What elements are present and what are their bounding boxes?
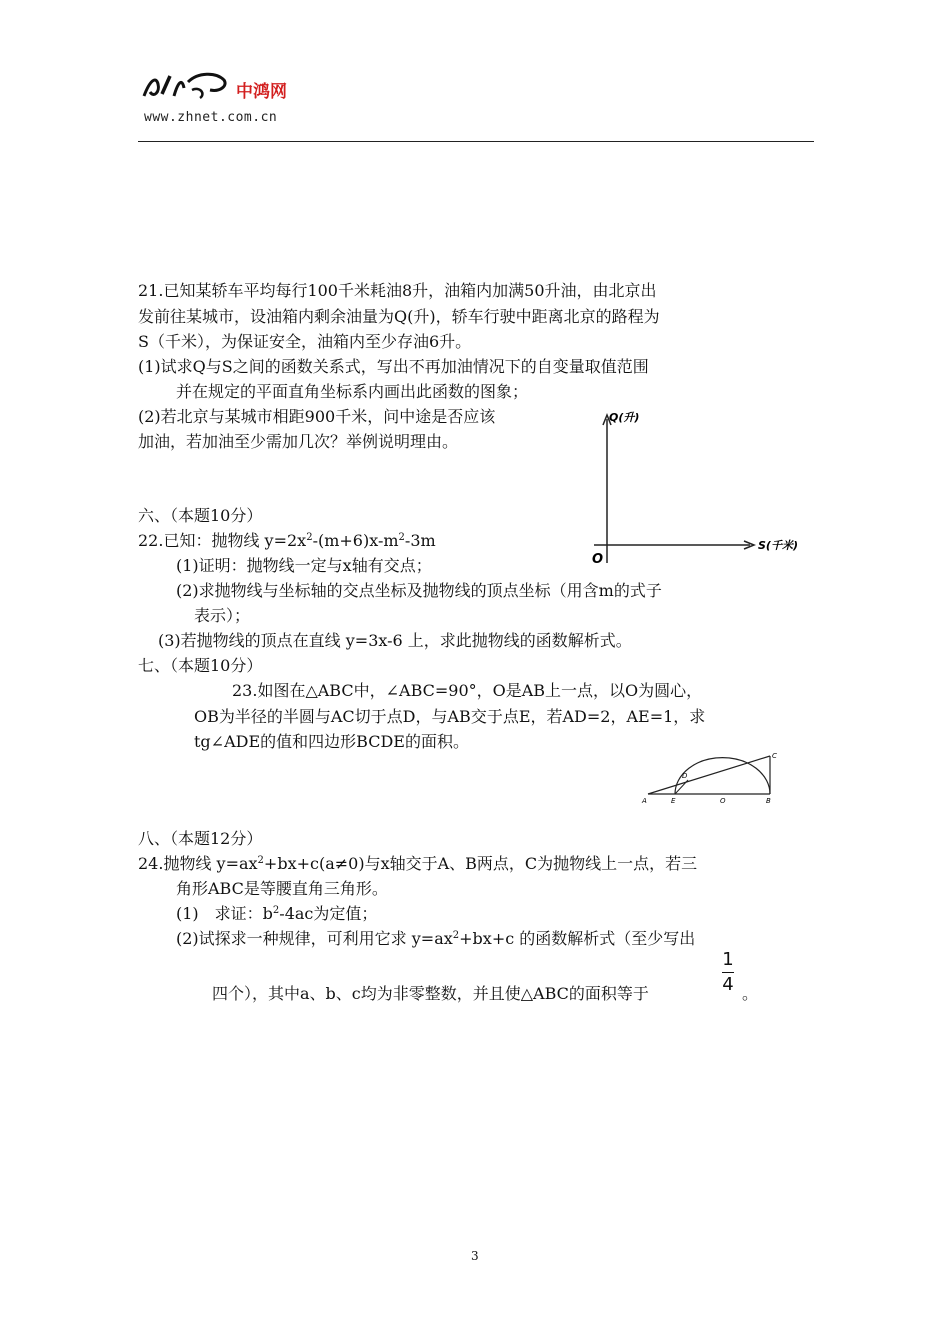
q24-end-period: 。: [742, 984, 759, 1003]
q21-part-1-cont: 并在规定的平面直角坐标系内画出此函数的图象；: [176, 382, 529, 401]
q24-line-2: 角形ABC是等腰直角三角形。: [176, 879, 388, 898]
label-b: B: [766, 797, 771, 805]
q21-part-2-cont: 加油，若加油至少需加几次？举例说明理由。: [138, 432, 459, 451]
q22-part-2: (2)求抛物线与坐标轴的交点坐标及抛物线的顶点坐标（用含m的式子: [176, 581, 662, 600]
q23-line-2: OB为半径的半圆与AC切于点D，与AB交于点E，若AD=2，AE=1，求: [194, 707, 706, 726]
q24-line-1: 24.抛物线 $y=ax^2+bx+c(a\ne 0)$与x轴交于A、B两点，C为抛物线上一点，若三: [138, 854, 698, 873]
q22-part-3: (3)若抛物线的顶点在直线 y=3x-6 上，求此抛物线的函数解析式。: [158, 631, 632, 650]
q21-line-1: 21.已知某轿车平均每行100千米耗油8升，油箱内加满50升油，由北京出: [138, 281, 657, 300]
fraction-numerator: 1: [722, 949, 734, 970]
q23-triangle-figure: [640, 750, 780, 806]
label-c: C: [772, 752, 777, 760]
label-o: O: [720, 797, 726, 805]
section-7-title: 七、（本题10分）: [138, 656, 263, 675]
logo-url[interactable]: www.zhnet.com.cn: [144, 110, 278, 125]
q21-part-1: (1)试求Q与S之间的函数关系式，写出不再加油情况下的自变量取值范围: [138, 357, 649, 376]
q22-part-1: (1)证明：抛物线一定与x轴有交点；: [176, 556, 432, 575]
label-d: D: [682, 772, 688, 780]
q21-line-3: S（千米），为保证安全，油箱内至少存油6升。: [138, 332, 472, 351]
semicircle: [675, 758, 770, 794]
q24-part-2: (2)试探求一种规律，可利用它求 $y=ax^2+bx+c$ 的函数解析式（至少写出: [176, 929, 696, 948]
q21-coordinate-graph: [588, 405, 808, 575]
fraction-bar: [722, 972, 734, 973]
q24-part-1: (1) 求证：$b^2-4ac$为定值；: [176, 904, 378, 923]
section-8-title: 八、（本题12分）: [138, 829, 263, 848]
fraction-one-quarter: [722, 950, 734, 995]
label-e: E: [671, 797, 676, 805]
q21-line-2: 发前往某城市，设油箱内剩余油量为Q(升)，轿车行驶中距离北京的路程为: [138, 307, 660, 326]
origin-label: O: [592, 552, 604, 567]
q23-line-3: tg∠ADE的值和四边形BCDE的面积。: [194, 732, 469, 751]
segment-ac: [648, 756, 770, 794]
q24-part-2-cont: 四个），其中a、b、c均为非零整数，并且使△ABC的面积等于: [212, 984, 649, 1003]
site-logo[interactable]: [140, 68, 310, 128]
logo-name: 中鸿网: [236, 82, 287, 102]
y-axis-label: Q(升): [609, 411, 640, 424]
q23-line-1: 23.如图在△ABC中，∠ABC=90°，O是AB上一点，以O为圆心，: [232, 681, 703, 700]
logo-brush-icon: [140, 70, 230, 104]
header-divider: [138, 141, 814, 142]
q22-part-2-cont: 表示）；: [194, 606, 251, 625]
section-6-title: 六、（本题10分）: [138, 506, 263, 525]
page-number: 3: [471, 1249, 479, 1263]
fraction-denominator: 4: [722, 974, 734, 995]
q22-stem: 22.已知：抛物线 $y=2x^2-(m+6)x-m^2-3m$: [138, 531, 436, 550]
x-axis-label: S(千米): [758, 539, 798, 552]
label-a: A: [642, 797, 647, 805]
q21-part-2: (2)若北京与某城市相距900千米，问中途是否应该: [138, 407, 496, 426]
